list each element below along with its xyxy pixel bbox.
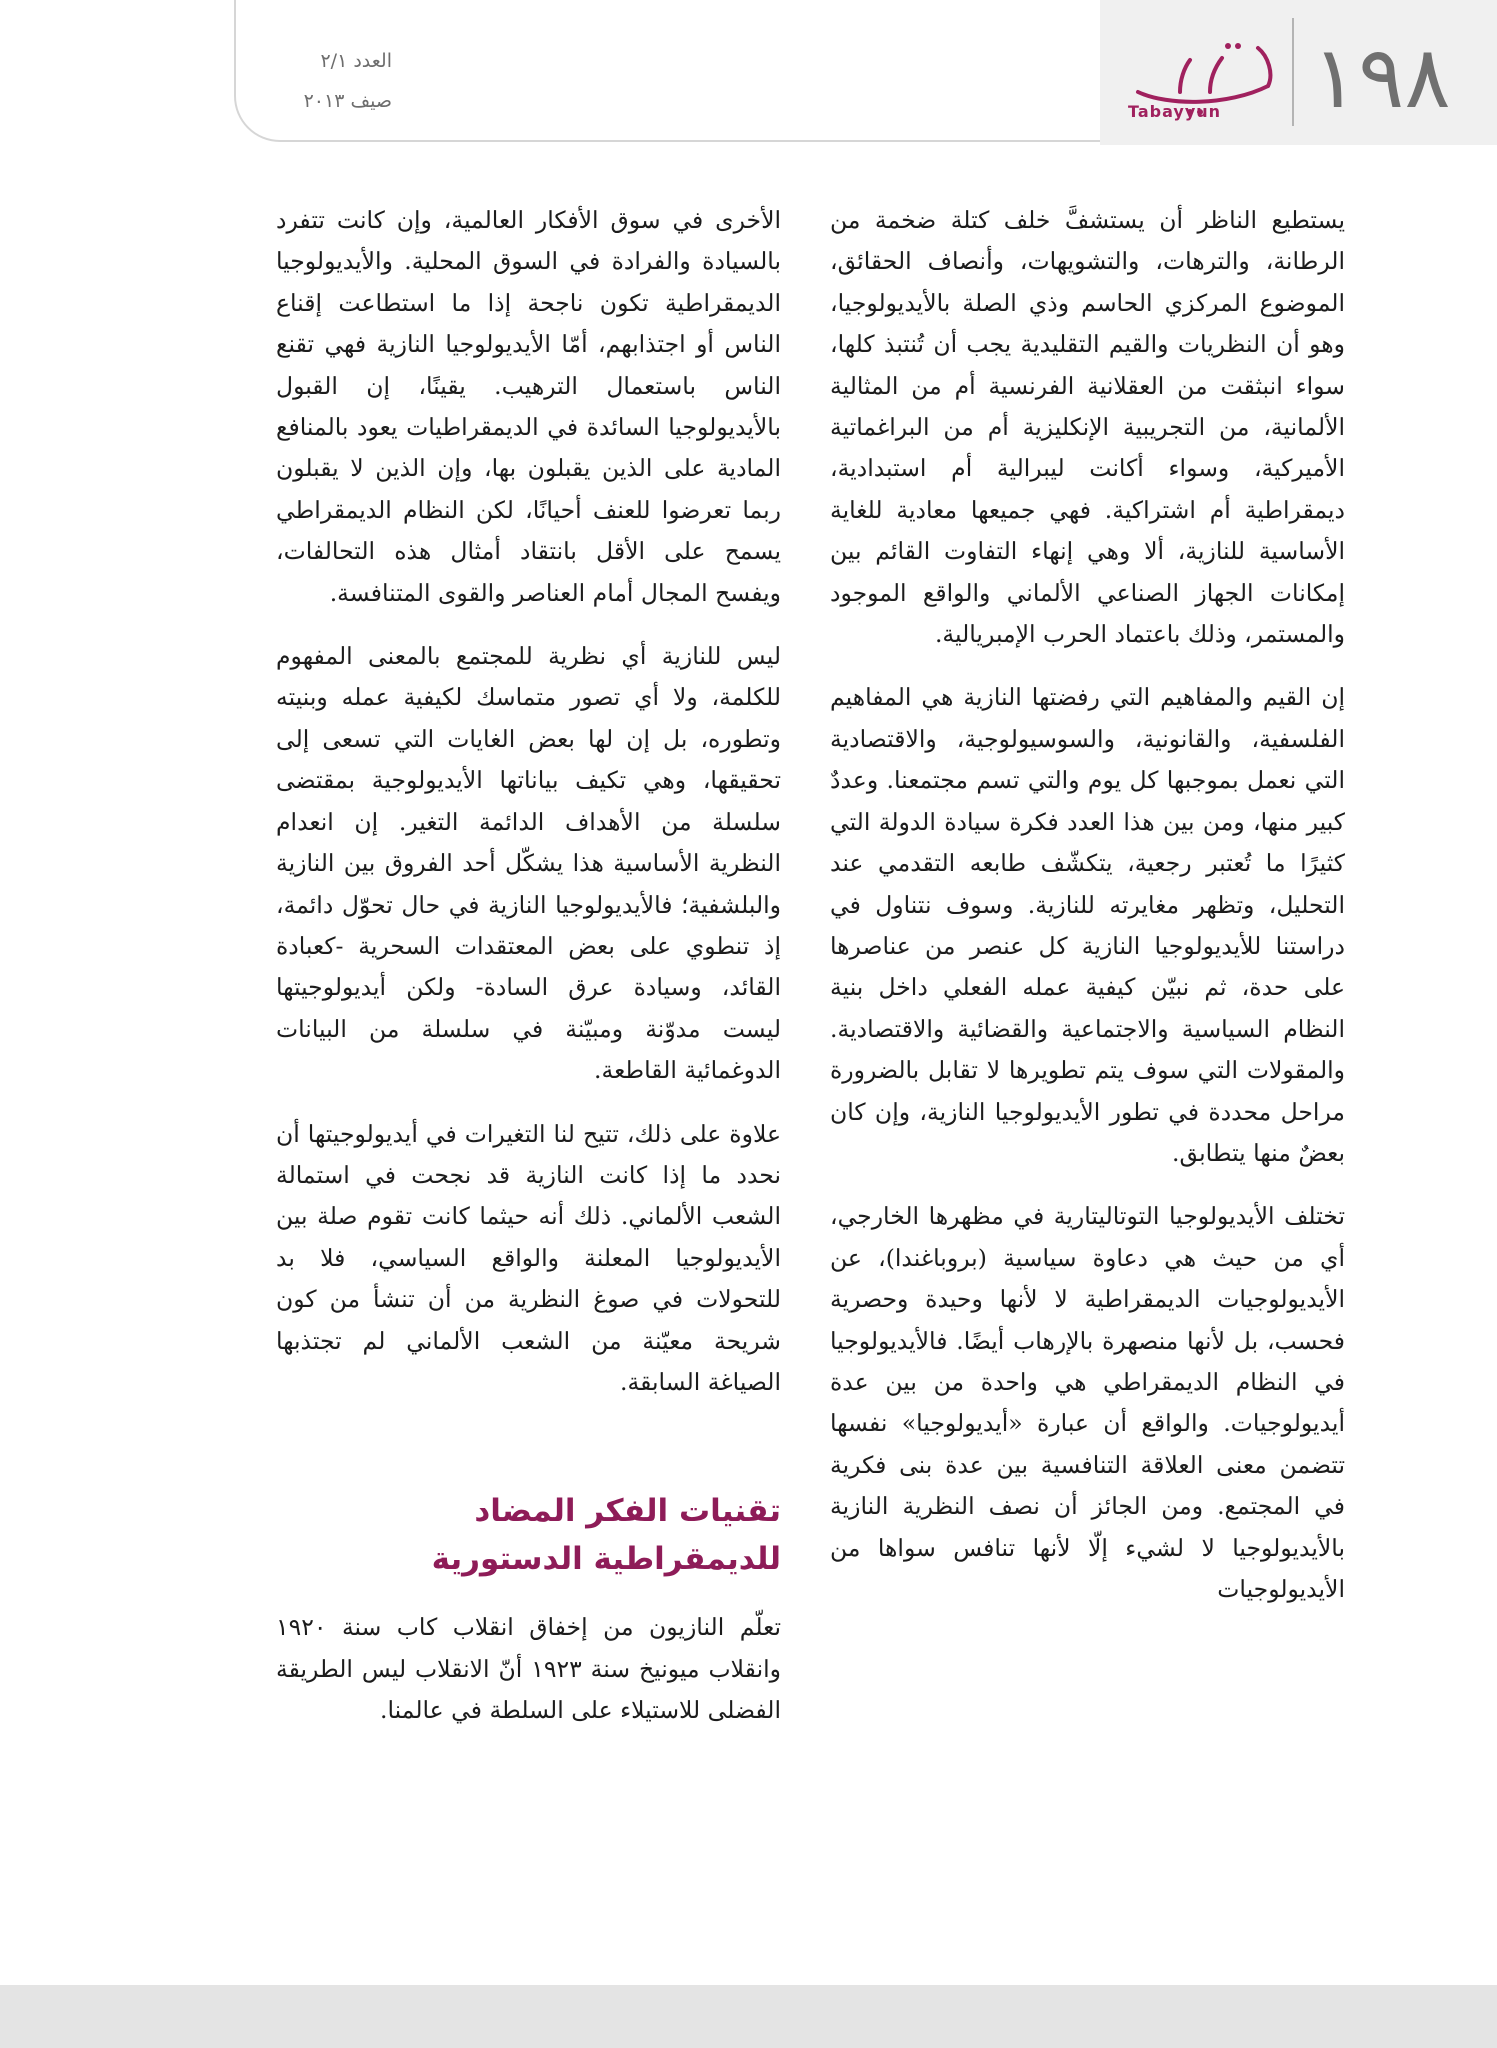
section-heading: [276, 1487, 781, 1583]
paragraph: علاوة على ذلك، تتيح لنا التغيرات في أيديولوجيتها أن نحدد ما إذا كانت النازية قد نجحت في استمالة الشعب الألماني. ذلك أنه حيثما كانت تقوم صلة بين الأيديولوجيا المعلنة والواقع السياسي، فلا بد للتحولات في صوغ النظرية من أن تنشأ من كون شريحة معيّنة من الشعب الألماني لم تجتذبها الصياغة السابقة.: [276, 1119, 781, 1396]
season-label: صيف ٢٠١٣: [303, 90, 392, 112]
left-column: [276, 200, 781, 1732]
paragraph: تعلّم النازيون من إخفاق انقلاب كاب سنة ١٩٢٠ وانقلاب ميونيخ سنة ١٩٢٣ أنّ الانقلاب ليس الطريقة الفضلى للاستيلاء على السلطة في عالمنا.: [276, 1613, 781, 1725]
section-heading-line-1: تقنيات الفكر المضاد: [474, 1493, 781, 1530]
issue-label: العدد ٢/١: [320, 50, 392, 72]
logo-latin-text: Tabayyun: [1128, 102, 1222, 121]
paragraph: ليس للنازية أي نظرية للمجتمع بالمعنى المفهوم للكلمة، ولا أي تصور متماسك لكيفية عمله وبنيته وتطوره، بل إن لها بعض الغايات التي تسعى إلى تحقيقها، وهي تكيف بياناتها الأيديولوجية بمقتضى سلسلة من الأهداف الدائمة التغير. إن انعدام النظرية الأساسية هذا يشكّل أحد الفروق بين النازية والبلشفية؛ فالأيديولوجيا النازية في حال تحوّل دائمة، إذ تنطوي على بعض المعتقدات السحرية -كعبادة القائد، وسيادة عرق السادة- ولكن أيديولوجيتها ليست مدوّنة ومبيّنة في سلسلة من البيانات الدوغمائية القاطعة.: [276, 642, 781, 1085]
paragraph: الأخرى في سوق الأفكار العالمية، وإن كانت تتفرد بالسيادة والفرادة في السوق المحلية. والأيديولوجيا الديمقراطية تكون ناجحة إذا ما استطاعت إقناع الناس أو اجتذابهم، أمّا الأيديولوجيا النازية فهي تقنع الناس باستعمال الترهيب. يقينًا، إن القبول بالأيديولوجيا السائدة في الديمقراطيات يعود بالمنافع المادية على الذين يقبلون بها، وإن الذين لا يقبلون ربما تعرضوا للعنف أحيانًا، لكن النظام الديمقراطي يسمح على الأقل بانتقاد أمثال هذه التحالفات، ويفسح المجال أمام العناصر والقوى المتنافسة.: [276, 206, 781, 607]
page-number: ١٩٨: [1312, 28, 1451, 128]
paragraph: إن القيم والمفاهيم التي رفضتها النازية هي المفاهيم الفلسفية، والقانونية، والسوسيولوجية، والاقتصادية التي نعمل بموجبها كل يوم والتي تسم مجتمعنا. وعددٌ كبير منها، ومن بين هذا العدد فكرة سيادة الدولة التي كثيرًا ما تُعتبر رجعية، يتكشّف طابعه التقدمي عند التحليل، وتظهر مغايرته للنازية. وسوف نتناول في دراستنا للأيديولوجيا النازية كل عنصر من عناصرها على حدة، ثم نبيّن كيفية عمله الفعلي داخل بنية النظام السياسية والاجتماعية والقضائية والاقتصادية. والمقولات التي سوف يتم تطويرها لا تقابل بالضرورة مراحل محددة في تطور الأيديولوجيا النازية، وإن كان بعضٌ منها يتطابق.: [830, 683, 1345, 1167]
right-column: [830, 200, 1345, 1610]
section-heading-line-2: للديمقراطية الدستورية: [431, 1541, 781, 1578]
tabayyun-logo: [1118, 40, 1288, 130]
header-divider: [1292, 18, 1294, 126]
paragraph: تختلف الأيديولوجيا التوتاليتارية في مظهرها الخارجي، أي من حيث هي دعاوة سياسية (بروباغندا)، عن الأيديولوجيات الديمقراطية لا لأنها وحيدة وحصرية فحسب، بل لأنها منصهرة بالإرهاب أيضًا. فالأيديولوجيا في النظام الديمقراطي هي واحدة من بين عدة أيديولوجيات. والواقع أن عبارة «أيديولوجيا» نفسها تتضمن معنى العلاقة التنافسية بين عدة بنى فكرية في المجتمع. ومن الجائز أن نصف النظرية النازية بالأيديولوجيا لا لشيء إلّا لأنها تنافس سواها من الأيديولوجيات: [830, 1202, 1345, 1603]
paragraph: يستطيع الناظر أن يستشفَّ خلف كتلة ضخمة من الرطانة، والترهات، والتشويهات، وأنصاف الحقائق، الموضوع المركزي الحاسم وذي الصلة بالأيديولوجيا، وهو أن النظريات والقيم التقليدية يجب أن تُنتبذ كلها، سواء انبثقت من العقلانية الفرنسية أم من المثالية الألمانية، من التجريبية الإنكليزية أم من البراغماتية الأميركية، وسواء أكانت ليبرالية أم استبدادية، ديمقراطية أم اشتراكية. فهي جميعها معادية للغاية الأساسية للنازية، ألا وهي إنهاء التفاوت القائم بين إمكانات الجهاز الصناعي الألماني والواقع الموجود والمستمر، وذلك باعتماد الحرب الإمبريالية.: [830, 206, 1345, 649]
page-footer: [0, 1985, 1497, 2048]
